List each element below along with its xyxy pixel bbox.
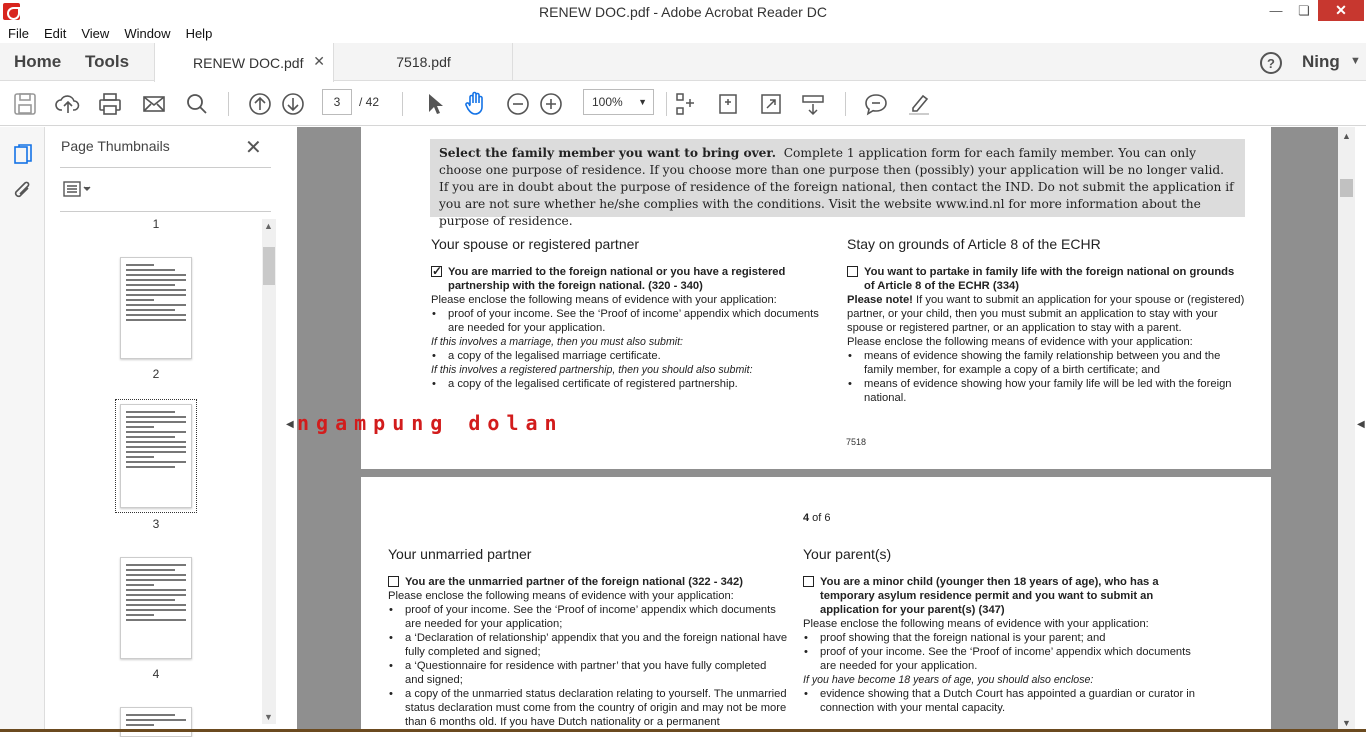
navigation-rail — [0, 127, 45, 732]
menu-window[interactable]: Window — [124, 25, 171, 41]
cloud-upload-icon[interactable] — [55, 91, 81, 117]
unmarried-option — [388, 575, 788, 589]
page-total: / 42 — [359, 95, 380, 109]
enclose-text: Please enclose the following means of evidence with your application: — [388, 590, 734, 602]
bullet-item: • proof of your income. See the ‘Proof of income’ appendix which documents are needed for your application; — [388, 603, 788, 631]
bullet-item: • proof of your income. See the ‘Proof of income’ appendix which documents are needed for your application. — [431, 307, 831, 335]
spouse-option — [431, 265, 831, 293]
scroll-up-icon[interactable]: ▲ — [1342, 131, 1351, 141]
conditional-note: If this involves a marriage, then you must also submit: — [431, 336, 684, 348]
tab-bar — [0, 43, 1366, 81]
tools-tab[interactable]: Tools — [85, 52, 130, 71]
bullet-item: • means of evidence showing how your family life will be led with the foreign national. — [847, 377, 1245, 405]
parents-option — [803, 575, 1203, 617]
thumbnail-page-3[interactable] — [120, 404, 192, 508]
hand-tool-icon[interactable] — [462, 91, 488, 117]
toolbar-separator — [402, 92, 403, 116]
document-scrollbar[interactable] — [1338, 127, 1355, 732]
bullet-item: • means of evidence showing the family relationship between you and the family member, for example a copy of a birth certificate; and — [847, 349, 1245, 377]
bullet-item: • a ‘Questionnaire for residence with partner’ that you have fully completed and signed; — [388, 659, 788, 687]
close-tab-icon[interactable]: ✕ — [313, 53, 325, 69]
right-panel-toggle[interactable] — [1355, 127, 1366, 732]
echr-section — [847, 237, 1245, 405]
bullet-item: • a copy of the legalised marriage certificate. — [431, 349, 831, 363]
zoom-value: 100% — [592, 95, 623, 109]
page-thumbnails-panel — [45, 127, 280, 732]
menu-file[interactable]: File — [8, 25, 29, 41]
bullet-item: • proof showing that the foreign national is your parent; and — [803, 631, 1203, 645]
bullet-item: • proof of your income. See the ‘Proof of income’ appendix which documents are needed for your application. — [803, 645, 1203, 673]
toolbar-separator — [666, 92, 667, 116]
chevron-down-icon: ▼ — [638, 97, 647, 107]
thumbnail-page-2[interactable] — [120, 257, 192, 359]
comment-icon[interactable] — [863, 91, 889, 117]
spouse-checkbox[interactable]: ✓ — [432, 264, 443, 278]
collapse-panel-icon[interactable]: ◀ — [286, 419, 294, 430]
option-label: You are married to the foreign national or you have a registered partnership with the foreign national. (320 - 340) — [448, 266, 786, 292]
section-heading: Your unmarried partner — [388, 546, 532, 562]
window-title: RENEW DOC.pdf - Adobe Acrobat Reader DC — [539, 3, 827, 20]
page-label-total: of 6 — [809, 512, 831, 524]
thumbnail-page-4[interactable] — [120, 557, 192, 659]
panel-divider — [60, 167, 271, 168]
option-label: You are the unmarried partner of the foreign national (322 - 342) — [405, 576, 743, 588]
restore-button[interactable]: ❏ — [1298, 2, 1310, 18]
spouse-section — [431, 237, 831, 391]
document-tab-label: RENEW DOC.pdf — [193, 54, 304, 71]
note-paragraph — [847, 293, 1245, 335]
toolbar-separator — [845, 92, 846, 116]
page-number-input[interactable]: 3 — [322, 89, 352, 115]
email-icon[interactable] — [141, 91, 167, 117]
bullet-item: • evidence showing that a Dutch Court has appointed a guardian or curator in connection with your mental capacity. — [803, 687, 1203, 715]
enclose-text: Please enclose the following means of evidence with your application: — [847, 336, 1193, 348]
section-heading: Your parent(s) — [803, 546, 892, 562]
page-label — [803, 512, 831, 524]
chevron-down-icon[interactable]: ▼ — [1350, 55, 1361, 67]
thumbnail-label: 4 — [152, 667, 160, 681]
close-panel-icon[interactable]: ✕ — [245, 137, 262, 159]
panel-scroll-thumb[interactable] — [263, 247, 275, 285]
option-label: You are a minor child (younger then 18 years of age), who has a temporary asylum residence permit and you want to submit an application for your parent(s) (347) — [820, 576, 1159, 616]
zoom-out-icon[interactable] — [505, 91, 531, 117]
parents-checkbox[interactable] — [803, 576, 814, 587]
read-mode-icon[interactable] — [800, 91, 826, 117]
thumbnail-options-icon[interactable] — [63, 181, 93, 197]
scrolling-mode-icon[interactable] — [672, 91, 698, 117]
previous-page-icon[interactable] — [247, 91, 273, 117]
echr-option — [847, 265, 1245, 293]
menu-help[interactable]: Help — [185, 25, 213, 41]
parents-section — [803, 547, 1203, 715]
echr-checkbox[interactable] — [847, 266, 858, 277]
bullet-item: • a ‘Declaration of relationship’ appendix that you and the foreign national have fully completed and signed; — [388, 631, 788, 659]
help-icon[interactable]: ? — [1260, 52, 1282, 74]
zoom-in-icon[interactable] — [538, 91, 564, 117]
panel-title: Page Thumbnails — [61, 138, 170, 154]
toolbar — [0, 82, 1366, 126]
print-icon[interactable] — [97, 91, 123, 117]
bullet-item: • a copy of the legalised certificate of registered partnership. — [431, 377, 831, 391]
close-window-button[interactable]: ✕ — [1318, 0, 1364, 21]
menu-edit[interactable]: Edit — [43, 25, 67, 41]
thumbnail-page-5[interactable] — [120, 707, 192, 737]
bullet-item: • a copy of the unmarried status declaration relating to yourself. The unmarried status declaration must come from the country of origin and may not be more than 6 months old. If you have Dutch nationality or a permanent — [388, 687, 788, 729]
thumbnail-label: 1 — [152, 217, 160, 231]
menu-bar — [0, 23, 1366, 43]
note-text: If you want to submit an application for your spouse or (registered) partner, or your child, then you must submit an application to stay with your spouse or registered partner, or an application to stay with a parent. — [847, 294, 1245, 334]
attachments-icon[interactable] — [12, 179, 34, 203]
toolbar-separator — [228, 92, 229, 116]
page-label-number: 4 — [803, 512, 810, 524]
search-icon[interactable] — [184, 91, 210, 117]
instruction-heading: Select the family member you want to bring over. — [439, 146, 776, 160]
unmarried-section — [388, 547, 788, 729]
expand-panel-icon[interactable]: ◀ — [1357, 419, 1365, 430]
panel-divider — [60, 211, 271, 212]
document-tab-active[interactable] — [154, 43, 334, 82]
section-heading: Stay on grounds of Article 8 of the ECHR — [847, 236, 1101, 252]
save-icon[interactable] — [12, 91, 38, 117]
option-label: You want to partake in family life with the foreign national on grounds of Article 8 of the ECHR (334) — [864, 266, 1235, 292]
document-tab-label: 7518.pdf — [396, 54, 451, 70]
instruction-box — [430, 139, 1245, 228]
enclose-text: Please enclose the following means of evidence with your application: — [803, 618, 1149, 630]
note-label: Please note! — [847, 294, 913, 306]
scroll-down-icon[interactable]: ▼ — [1342, 718, 1351, 728]
minimize-button[interactable]: — — [1269, 3, 1283, 18]
next-page-icon[interactable] — [280, 91, 306, 117]
title-bar — [0, 0, 1366, 23]
highlight-pen-icon[interactable] — [906, 91, 932, 117]
panel-scrollbar[interactable] — [262, 219, 276, 724]
instruction-text: Complete 1 application form for each family member. You can only choose one purpose of residence. If you choose more than one purpose then (possibly) your application will be no longer valid. If you are in doubt about the purpose of residence of the foreign national, then contact the IND. Do not submit the application if you are not sure whether he/she complies with the conditions. Visit the website www.ind.nl for more information about the purpose of residence. — [439, 146, 1234, 228]
menu-view[interactable]: View — [81, 25, 110, 41]
rotate-view-icon[interactable] — [715, 91, 741, 117]
conditional-note: If this involves a registered partnership, then you should also submit: — [431, 364, 753, 376]
thumbnail-label: 3 — [152, 517, 160, 531]
form-code: 7518 — [846, 437, 867, 447]
page-thumbnails-icon[interactable] — [13, 143, 33, 167]
full-screen-icon[interactable] — [758, 91, 784, 117]
conditional-note: If you have become 18 years of age, you should also enclose: — [803, 674, 1094, 686]
scroll-down-icon[interactable]: ▼ — [264, 712, 273, 722]
acrobat-app-icon — [3, 3, 20, 20]
scroll-up-icon[interactable]: ▲ — [264, 221, 273, 231]
pdf-page-4 — [361, 477, 1271, 732]
document-tab-7518[interactable] — [335, 43, 513, 81]
unmarried-checkbox[interactable] — [388, 576, 399, 587]
thumbnail-label: 2 — [152, 367, 160, 381]
section-heading: Your spouse or registered partner — [431, 236, 640, 252]
watermark-text: ngampung dolan — [297, 411, 564, 435]
zoom-select[interactable] — [583, 89, 654, 115]
document-scroll-thumb[interactable] — [1340, 179, 1353, 197]
home-tab[interactable]: Home — [14, 52, 62, 71]
user-menu[interactable]: Ning — [1302, 52, 1340, 71]
select-cursor-icon[interactable] — [421, 91, 447, 117]
enclose-text: Please enclose the following means of evidence with your application: — [431, 294, 777, 306]
